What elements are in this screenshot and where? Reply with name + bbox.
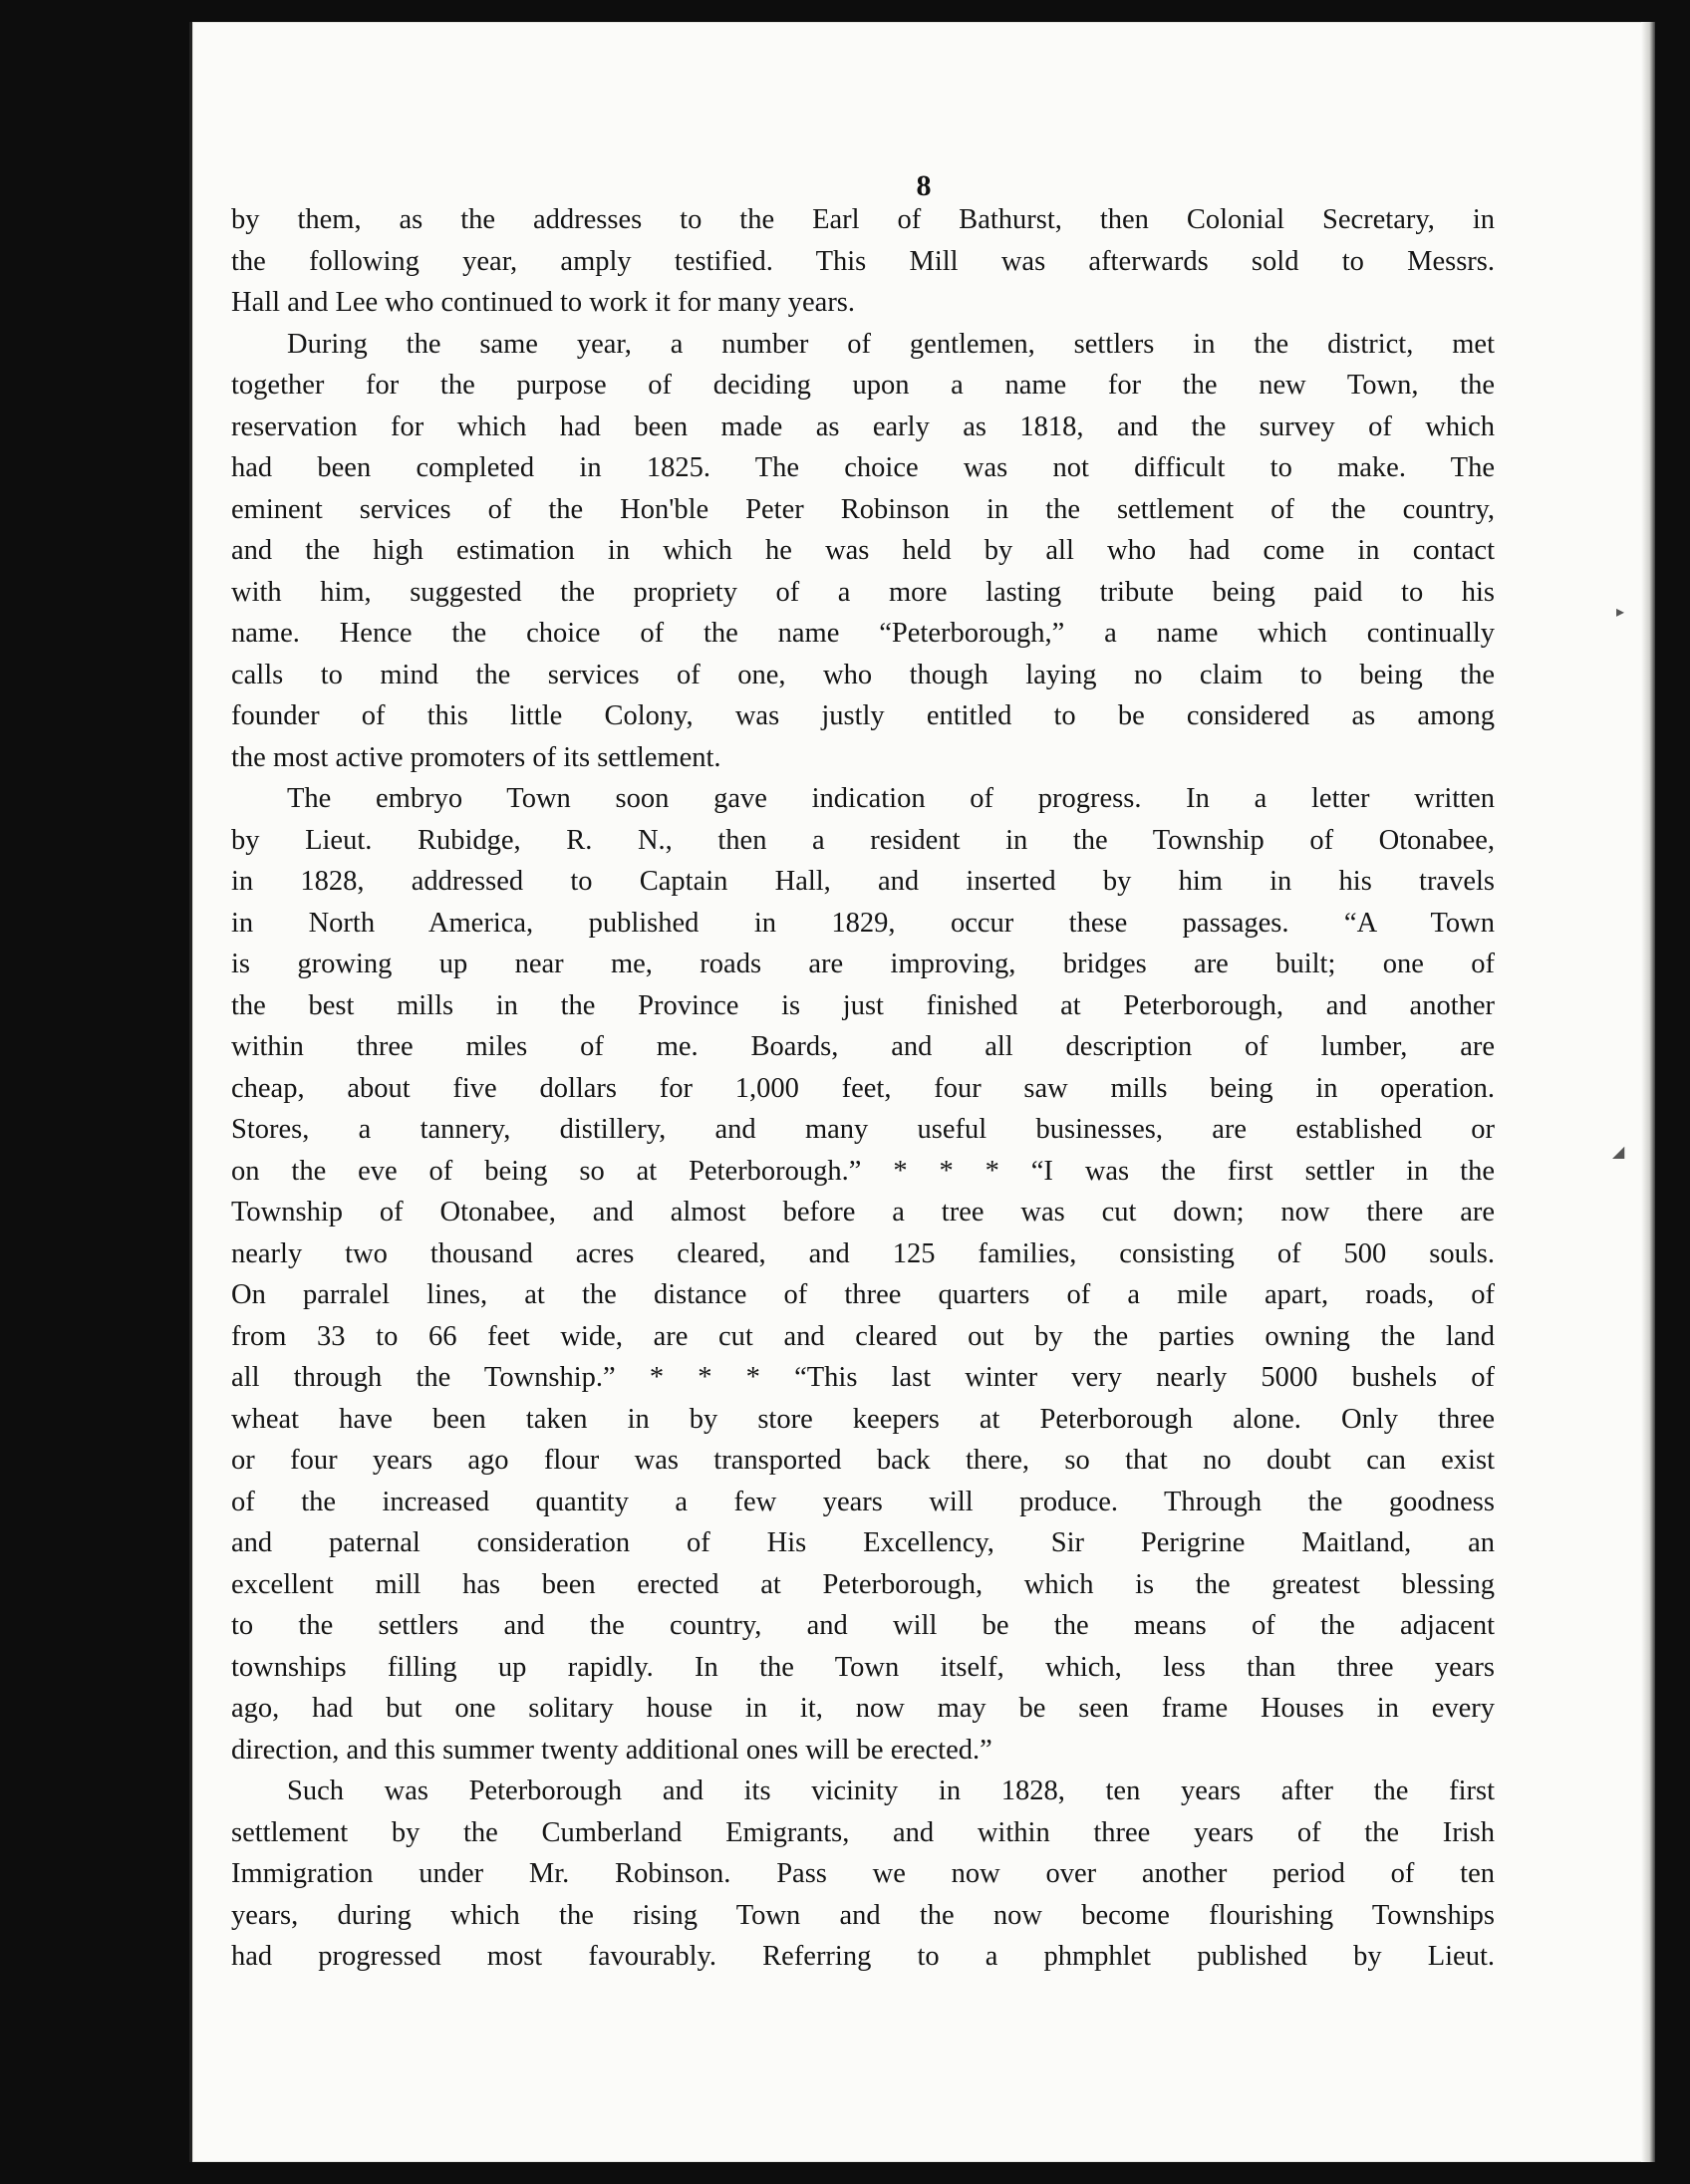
text-line: together for the purpose of deciding upon a name for the new Town, the bbox=[231, 370, 1495, 401]
page-number: 8 bbox=[916, 169, 932, 202]
text-line: to the settlers and the country, and will be the means of the adjacent bbox=[231, 1610, 1495, 1641]
text-line: During the same year, a number of gentlemen, settlers in the district, met bbox=[287, 328, 1495, 360]
text-line: On parralel lines, at the distance of three quarters of a mile apart, roads, of bbox=[231, 1279, 1495, 1310]
text-line: within three miles of me. Boards, and all description of lumber, are bbox=[231, 1031, 1495, 1062]
text-line: excellent mill has been erected at Peterborough, which is the greatest blessing bbox=[231, 1568, 1495, 1600]
text-line: with him, suggested the propriety of a more lasting tribute being paid to his bbox=[231, 576, 1495, 608]
text-line: by them, as the addresses to the Earl of Bathurst, then Colonial Secretary, in bbox=[231, 204, 1495, 235]
text-line: in North America, published in 1829, occur these passages. “A Town bbox=[231, 907, 1495, 939]
text-line: of the increased quantity a few years will produce. Through the goodness bbox=[231, 1486, 1495, 1517]
text-line: from 33 to 66 feet wide, are cut and cleared out by the parties owning the land bbox=[231, 1320, 1495, 1352]
text-line: on the eve of being so at Peterborough.” * * * “I was the first settler in the bbox=[231, 1155, 1495, 1187]
text-line: eminent services of the Hon'ble Peter Robinson in the settlement of the country, bbox=[231, 493, 1495, 525]
text-line: direction, and this summer twenty additional ones will be erected.” bbox=[231, 1734, 992, 1766]
paragraph bbox=[231, 324, 1495, 779]
text-line: the most active promoters of its settlement. bbox=[231, 741, 721, 773]
text-line: nearly two thousand acres cleared, and 125 families, consisting of 500 souls. bbox=[231, 1237, 1495, 1269]
text-line: reservation for which had been made as early as 1818, and the survey of which bbox=[231, 410, 1495, 442]
body-text bbox=[231, 199, 1495, 1978]
margin-speck: ▸ bbox=[1616, 602, 1625, 621]
text-line: Township of Otonabee, and almost before a tree was cut down; now there are bbox=[231, 1197, 1495, 1228]
margin-speck: ◢ bbox=[1612, 1142, 1625, 1161]
text-line: Hall and Lee who continued to work it for many years. bbox=[231, 287, 856, 318]
text-line: founder of this little Colony, was justly entitled to be considered as among bbox=[231, 700, 1495, 731]
text-line: had progressed most favourably. Referring to a phmphlet published by Lieut. bbox=[231, 1941, 1495, 1972]
text-line: the following year, amply testified. This Mill was afterwards sold to Messrs. bbox=[231, 245, 1495, 277]
text-line: and paternal consideration of His Excellency, Sir Perigrine Maitland, an bbox=[231, 1527, 1495, 1558]
text-line: name. Hence the choice of the name “Peterborough,” a name which continually bbox=[231, 618, 1495, 649]
text-line: wheat have been taken in by store keepers at Peterborough alone. Only three bbox=[231, 1403, 1495, 1435]
text-line: years, during which the rising Town and the now become flourishing Townships bbox=[231, 1899, 1495, 1931]
text-line: and the high estimation in which he was held by all who had come in contact bbox=[231, 535, 1495, 566]
text-line: townships filling up rapidly. In the Town itself, which, less than three years bbox=[231, 1651, 1495, 1683]
text-line: Stores, a tannery, distillery, and many useful businesses, are established or bbox=[231, 1114, 1495, 1145]
text-line: Immigration under Mr. Robinson. Pass we now over another period of ten bbox=[231, 1858, 1495, 1889]
text-line: ago, had but one solitary house in it, now may be seen frame Houses in every bbox=[231, 1693, 1495, 1724]
text-line: settlement by the Cumberland Emigrants, and within three years of the Irish bbox=[231, 1816, 1495, 1848]
paragraph bbox=[231, 778, 1495, 1771]
text-line: in 1828, addressed to Captain Hall, and inserted by him in his travels bbox=[231, 866, 1495, 897]
text-line: calls to mind the services of one, who though laying no claim to being the bbox=[231, 659, 1495, 690]
text-line: by Lieut. Rubidge, R. N., then a resident in the Township of Otonabee, bbox=[231, 824, 1495, 856]
text-line: cheap, about five dollars for 1,000 feet, four saw mills being in operation. bbox=[231, 1072, 1495, 1104]
text-line: is growing up near me, roads are improving, bridges are built; one of bbox=[231, 949, 1495, 979]
paragraph bbox=[231, 199, 1495, 324]
text-line: Such was Peterborough and its vicinity in 1828, ten years after the first bbox=[287, 1775, 1495, 1806]
text-line: the best mills in the Province is just finished at Peterborough, and another bbox=[231, 989, 1495, 1021]
page-edge-shadow bbox=[1641, 22, 1655, 2162]
text-line: had been completed in 1825. The choice was not difficult to make. The bbox=[231, 452, 1495, 483]
text-line: all through the Township.” * * * “This last winter very nearly 5000 bushels of bbox=[231, 1362, 1495, 1393]
text-line: The embryo Town soon gave indication of progress. In a letter written bbox=[287, 783, 1495, 814]
text-line: or four years ago flour was transported back there, so that no doubt can exist bbox=[231, 1445, 1495, 1476]
paragraph bbox=[231, 1771, 1495, 1978]
